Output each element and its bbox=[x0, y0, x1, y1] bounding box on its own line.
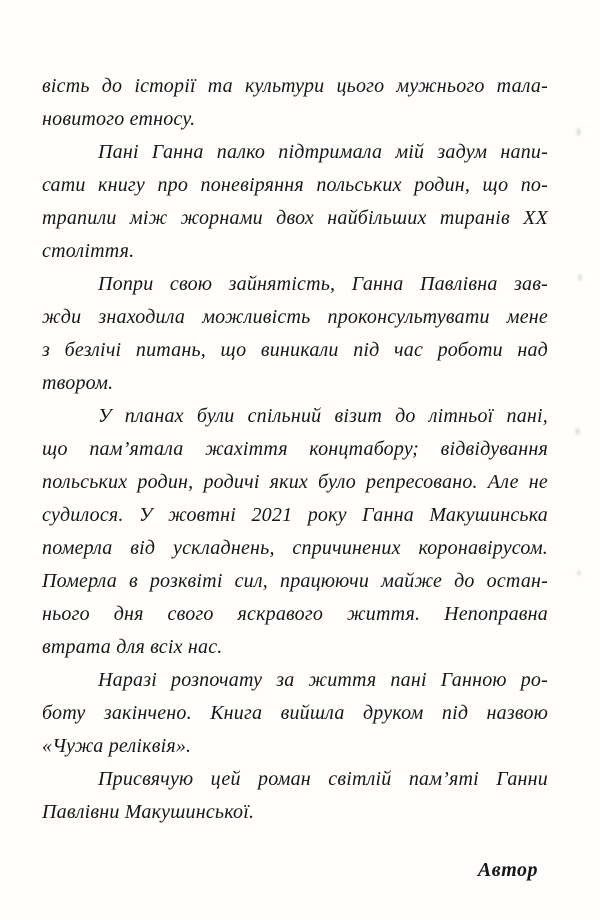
text-line: Присвячую цей роман світлій пам’яті Ганни bbox=[98, 768, 548, 790]
paragraph bbox=[42, 763, 548, 829]
scan-artifact bbox=[576, 128, 581, 136]
paragraph bbox=[42, 268, 548, 400]
text-line: твором. bbox=[42, 372, 114, 394]
text-line: трапили між жорнами двох найбільших тиранів XX bbox=[42, 207, 548, 229]
text-line: Померла в розквіті сил, працюючи майже до остан- bbox=[42, 570, 548, 592]
text-line: Наразі розпочату за життя пані Ганною ро- bbox=[98, 669, 548, 691]
text-line: Павлівни Макушинської. bbox=[42, 801, 255, 823]
text-line: боту закінчено. Книга вийшла друком під назвою bbox=[42, 702, 548, 724]
text-line: померла від ускладнень, спричинених коронавірусом. bbox=[42, 537, 548, 559]
paragraph bbox=[42, 136, 548, 268]
author-signature: Автор bbox=[477, 859, 538, 881]
text-line: що пам’ятала жахіття концтабору; відвідування bbox=[42, 438, 548, 460]
text-line: судилося. У жовтні 2021 року Ганна Макушинська bbox=[42, 504, 548, 526]
text-line: Попри свою зайнятість, Ганна Павлівна зав- bbox=[98, 273, 548, 295]
text-line: Пані Ганна палко підтримала мій задум напи- bbox=[98, 141, 548, 163]
scan-artifact bbox=[577, 570, 581, 576]
text-line: з безлічі питань, що виникали під час роботи над bbox=[42, 339, 548, 361]
text-line: втрата для всіх нас. bbox=[42, 636, 223, 658]
text-line: нього дня свого яскравого життя. Непоправна bbox=[42, 603, 548, 625]
paragraph bbox=[42, 664, 548, 763]
text-line: століття. bbox=[42, 240, 135, 262]
scan-artifact bbox=[575, 428, 580, 435]
text-line: сати книгу про поневіряння польських родин, що по- bbox=[42, 174, 548, 196]
text-line: жди знаходила можливість проконсультувати мене bbox=[42, 306, 548, 328]
text-line: польських родин, родичі яких було репресовано. Але не bbox=[42, 471, 548, 493]
text-block bbox=[42, 70, 548, 882]
text-line: У планах були спільний візит до літньої пані, bbox=[98, 405, 548, 427]
paragraph bbox=[42, 400, 548, 664]
text-line: «Чужа реліквія». bbox=[42, 735, 192, 757]
scan-artifact bbox=[578, 274, 582, 281]
text-line: новитого етносу. bbox=[42, 108, 196, 130]
text-line: вість до історії та культури цього мужнього тала- bbox=[42, 75, 548, 97]
paragraph bbox=[42, 70, 548, 136]
